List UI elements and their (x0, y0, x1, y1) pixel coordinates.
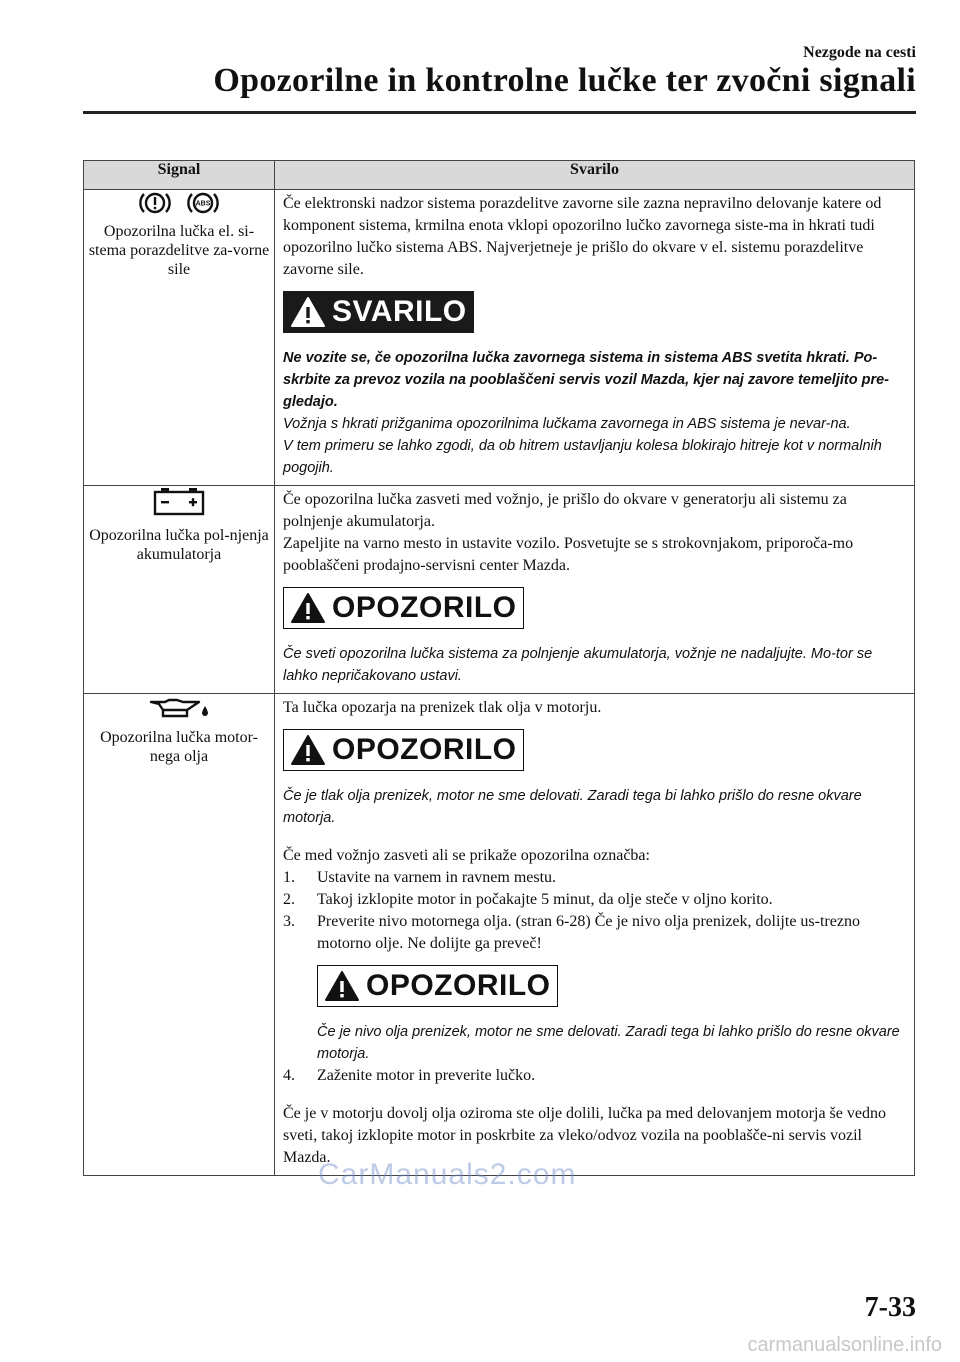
footer-site: carmanualsonline.info (747, 1334, 942, 1356)
warning-triangle-icon (324, 970, 360, 1002)
header-rule (83, 111, 916, 114)
signal-label: Opozorilna lučka pol-njenja akumulatorja (89, 527, 269, 563)
page-title: Opozorilne in kontrolne lučke ter zvočni signali (213, 62, 916, 99)
list-item (283, 867, 906, 889)
page-number: 7-33 (864, 1292, 916, 1323)
description-text: Če opozorilna lučka zasveti med vožnjo, je prišlo do okvare v generatorju ali sistemu za polnjenje akumulatorja. (283, 491, 847, 530)
watermark: CarManuals2.com (318, 1158, 577, 1191)
warning-text: Vožnja s hkrati prižganima opozorilnima lučkama zavornega in ABS sistema je nevar-na. (283, 416, 851, 432)
warning-text: Če je tlak olja prenizek, motor ne sme delovati. Zaradi tega bi lahko prišlo do resne okvare motorja. (283, 788, 862, 826)
step-text: Zaženite motor in preverite lučko. (317, 1067, 536, 1084)
abs-icon (186, 190, 220, 216)
table-row (84, 486, 915, 694)
list-item (283, 889, 906, 911)
brake-warning-icon (138, 190, 172, 216)
battery-icon (153, 486, 205, 516)
signal-label: Opozorilna lučka el. si-stema porazdelitve za-vorne sile (88, 223, 270, 278)
step-text: Ustavite na varnem in ravnem mestu. (317, 869, 557, 886)
list-item (283, 911, 906, 955)
warning-text: Če je nivo olja prenizek, motor ne sme delovati. Zaradi tega bi lahko prišlo do resne okvare motorja. (317, 1024, 900, 1062)
warning-banner-opozorilo (317, 965, 558, 1007)
steps-list (283, 1065, 906, 1087)
warning-bold-text: Ne vozite se, če opozorilna lučka zavornega sistema in sistema ABS svetita hkrati. Po-skrbite za prevoz vozila na pooblaščeni servis vozil Mazda, kjer naj zavore temeljito pre-gledajo. (283, 350, 889, 410)
warning-banner-opozorilo (283, 587, 524, 629)
signal-label: Opozorilna lučka motor-nega olja (100, 729, 258, 765)
warning-triangle-icon (290, 734, 326, 766)
step3-warning (283, 955, 906, 1065)
description-text: Zapeljite na varno mesto in ustavite vozilo. Posvetujte se s strokovnjakom, priporoča-mo pooblaščeni prodajno-servisni center Mazda. (283, 535, 854, 574)
warning-triangle-icon (290, 296, 326, 328)
warning-cell (275, 694, 915, 1176)
table-row (84, 694, 915, 1176)
signal-cell (84, 190, 275, 486)
warning-cell (275, 190, 915, 486)
warning-label: OPOZORILO (366, 969, 551, 1002)
step-number: 3. (283, 913, 295, 930)
step-number: 4. (283, 1067, 295, 1084)
warning-text: Če sveti opozorilna lučka sistema za polnjenje akumulatorja, vožnje ne nadaljujte. Mo-tor se lahko nepričakovano ustavi. (283, 646, 873, 684)
warning-text: V tem primeru se lahko zgodi, da ob hitrem ustavljanju kolesa blokirajo hitreje kot v normalnih pogojih. (283, 438, 882, 476)
signal-cell (84, 694, 275, 1176)
signal-cell (84, 486, 275, 694)
steps-list (283, 867, 906, 955)
warning-triangle-icon (290, 592, 326, 624)
description-text: Če elektronski nadzor sistema porazdelitve zavorne sile zazna nepravilno delovanje katere od komponent sistema, krmilna enota vklopi opozorilno lučko zavornega siste-ma in hkrati tudi opozorilno lučko sistema ABS. Najverjetneje je prišlo do okvare v el. sistemu porazdelitve zavorne sile. (283, 195, 882, 278)
step-number: 2. (283, 891, 295, 908)
description-text: Ta lučka opozarja na prenizek tlak olja v motorju. (283, 699, 602, 716)
step-text: Takoj izklopite motor in počakajte 5 minut, da olje steče v oljno korito. (317, 891, 773, 908)
section-title: Nezgode na cesti (803, 44, 916, 61)
list-item (283, 1065, 906, 1087)
step-text: Preverite nivo motornega olja. (stran 6-28) Če je nivo olja prenizek, dolijte us-trezno motorno olje. Ne dolijte ga preveč! (317, 913, 860, 952)
col-header-warning: Svarilo (275, 161, 915, 190)
table-header-row (84, 161, 915, 190)
oil-pressure-icon (147, 694, 211, 720)
warning-label: SVARILO (332, 295, 467, 328)
step-number: 1. (283, 869, 295, 886)
steps-intro: Če med vožnjo zasveti ali se prikaže opozorilna označba: (283, 847, 650, 864)
warning-label: OPOZORILO (332, 591, 517, 624)
closing-text: Če je v motorju dovolj olja oziroma ste olje dolili, lučka pa med delovanjem motorja še vedno sveti, takoj izklopite motor in poskrbite za vleko/odvoz vozila na pooblašče-ni servis vozil Mazda. (283, 1105, 886, 1166)
abs-icon-text: ABS (195, 200, 211, 208)
warning-banner-opozorilo (283, 729, 524, 771)
table-row (84, 190, 915, 486)
warning-cell (275, 486, 915, 694)
warning-label: OPOZORILO (332, 733, 517, 766)
col-header-signal: Signal (84, 161, 275, 190)
warning-banner-svarilo (283, 291, 474, 333)
signal-table (83, 160, 915, 1176)
